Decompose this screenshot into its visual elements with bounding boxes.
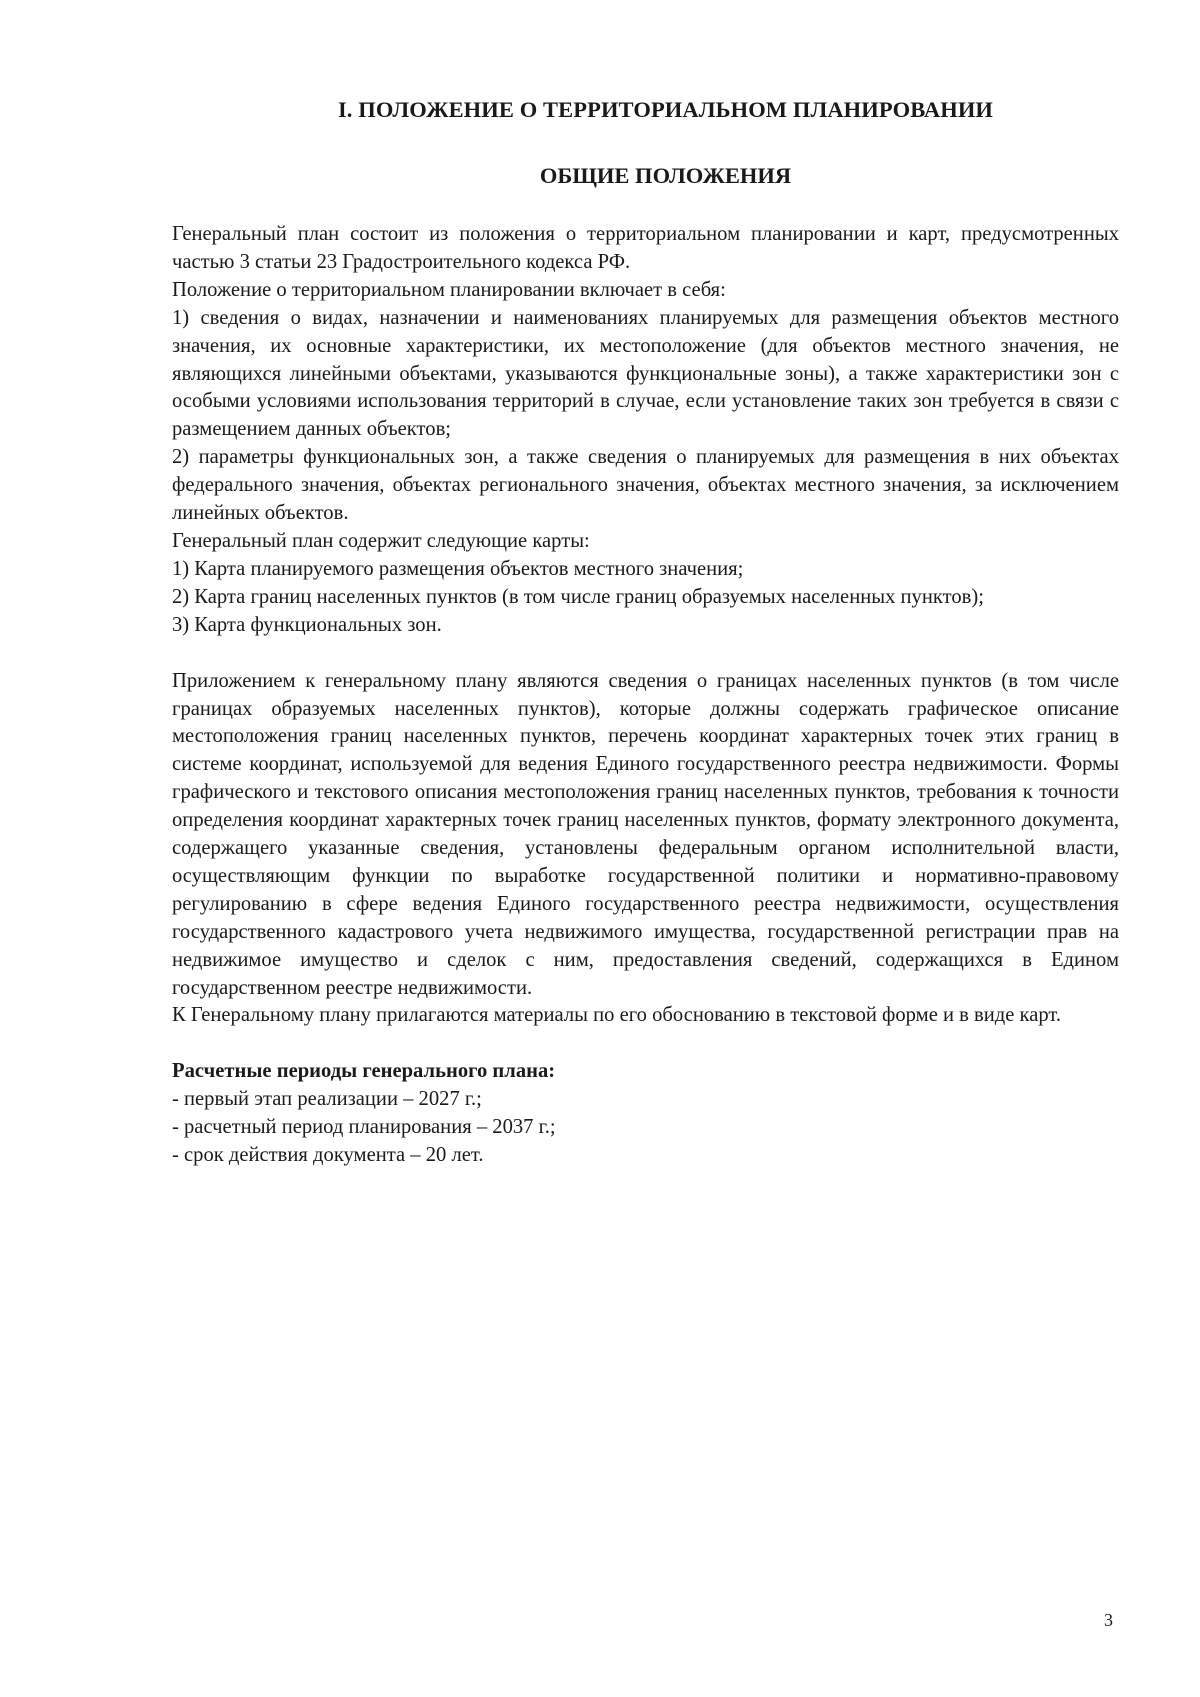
paragraph: Генеральный план состоит из положения о территориальном планировании и карт, предусмотренных частью 3 статьи 23 Градостроительного кодекса РФ. xyxy=(172,223,1119,273)
period-item: - первый этап реализации – 2027 г.; xyxy=(172,1088,482,1111)
paragraph: Приложением к генеральному плану являются сведения о границах населенных пунктов (в том числе границах образуемых населенных пунктов), которые должны содержать графическое описание местоположения границ населенных пунктов, перечень координат характерных точек этих границ в системе координат, используемой для ведения Единого государственного реестра недвижимости. Формы графического и текстового описания местоположения границ населенных пунктов, требования к точности определения координат характерных точек границ населенных пунктов, формату электронного документа, содержащего указанные сведения, установлены федеральным органом исполнительной власти, осуществляющим функции по выработке государственной политики и нормативно-правовому регулированию в сфере ведения Единого государственного реестра недвижимости, осуществления государственного кадастрового учета недвижимого имущества, государственной регистрации прав на недвижимое имущество и сделок с ним, предоставления сведений, содержащихся в Едином государственном реестре недвижимости. xyxy=(172,669,1119,999)
list-item: 3) Карта функциональных зон. xyxy=(172,613,442,636)
spacer xyxy=(172,1030,1119,1058)
page-content xyxy=(172,96,1119,1170)
period-item: - срок действия документа – 20 лет. xyxy=(172,1144,484,1167)
document-title: I. ПОЛОЖЕНИЕ О ТЕРРИТОРИАЛЬНОМ ПЛАНИРОВАНИИ xyxy=(337,97,994,122)
section-heading: ОБЩИЕ ПОЛОЖЕНИЯ xyxy=(539,163,792,188)
spacer xyxy=(172,640,1119,668)
paragraph: Генеральный план содержит следующие карты: xyxy=(172,529,590,552)
list-item: 1) Карта планируемого размещения объектов местного значения; xyxy=(172,557,744,580)
list-item: 2) Карта границ населенных пунктов (в том числе границ образуемых населенных пунктов); xyxy=(172,585,984,608)
period-item: - расчетный период планирования – 2037 г.; xyxy=(172,1116,556,1139)
paragraph: К Генеральному плану прилагаются материалы по его обоснованию в текстовой форме и в виде карт. xyxy=(172,1004,1061,1027)
periods-block xyxy=(172,1058,1119,1170)
paragraph: Положение о территориальном планировании включает в себя: xyxy=(172,278,726,301)
general-provisions-block xyxy=(172,221,1119,640)
list-item: 2) параметры функциональных зон, а также сведения о планируемых для размещения в них объектах федерального значения, объектах регионального значения, объектах местного значения, за исключением линейных объектов. xyxy=(172,446,1119,525)
list-item: 1) сведения о видах, назначении и наименованиях планируемых для размещения объектов местного значения, их основные характеристики, их местоположение (для объектов местного значения, не являющихся линейными объектами, указываются функциональные зоны), а также характеристики зон с особыми условиями использования территорий в случае, если установление таких зон требуется в связи с размещением данных объектов; xyxy=(172,306,1119,441)
periods-heading: Расчетные периоды генерального плана: xyxy=(172,1060,556,1083)
page-number: 3 xyxy=(1104,1610,1113,1630)
appendix-block xyxy=(172,668,1119,1031)
